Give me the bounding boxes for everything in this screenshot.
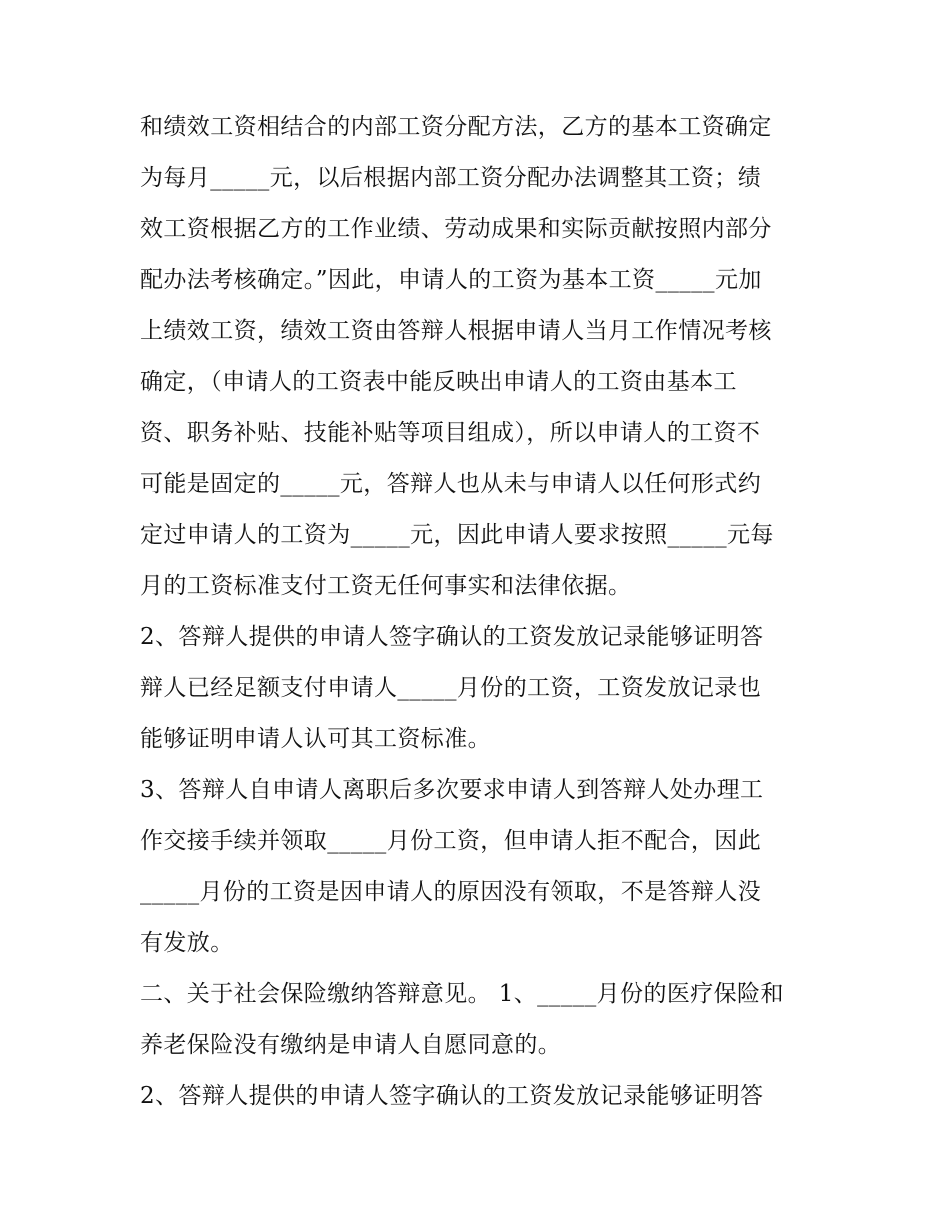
text-line: 上绩效工资，绩效工资由答辩人根据申请人当月工作情况考核 <box>140 318 772 344</box>
text-line: 能够证明申请人认可其工资标准。 <box>140 726 491 752</box>
text-line: 资、职务补贴、技能补贴等项目组成），所以申请人的工资不 <box>140 420 761 446</box>
text-line: 确定，（申请人的工资表中能反映出申请人的工资由基本工 <box>140 369 737 395</box>
text-line: 2、答辩人提供的申请人签字确认的工资发放记录能够证明答 <box>140 624 764 650</box>
text-line: 3、答辩人自申请人离职后多次要求申请人到答辩人处办理工 <box>140 777 764 803</box>
text-line: 作交接手续并领取_____月份工资，但申请人拒不配合，因此 <box>140 828 762 854</box>
text-line: 为每月_____元，以后根据内部工资分配办法调整其工资；绩 <box>140 165 762 191</box>
text-line: 可能是固定的_____元，答辩人也从未与申请人以任何形式约 <box>140 471 762 497</box>
text-line: 月的工资标准支付工资无任何事实和法律依据。 <box>140 573 632 599</box>
text-line: 辩人已经足额支付申请人_____月份的工资，工资发放记录也 <box>140 675 762 701</box>
text-line: 二、关于社会保险缴纳答辩意见。 1、_____月份的医疗保险和 <box>140 981 784 1007</box>
document-body <box>140 102 812 1122</box>
text-line: 和绩效工资相结合的内部工资分配方法，乙方的基本工资确定 <box>140 114 772 140</box>
text-line: 配办法考核确定。”因此，申请人的工资为基本工资_____元加 <box>140 267 762 293</box>
text-line: 有发放。 <box>140 930 234 956</box>
text-line: 效工资根据乙方的工作业绩、劳动成果和实际贡献按照内部分 <box>140 216 772 242</box>
text-line: _____月份的工资是因申请人的原因没有领取，不是答辩人没 <box>140 879 762 905</box>
text-line: 定过申请人的工资为_____元，因此申请人要求按照_____元每 <box>140 522 774 548</box>
text-line: 养老保险没有缴纳是申请人自愿同意的。 <box>140 1032 562 1058</box>
text-line: 2、答辩人提供的申请人签字确认的工资发放记录能够证明答 <box>140 1083 764 1109</box>
